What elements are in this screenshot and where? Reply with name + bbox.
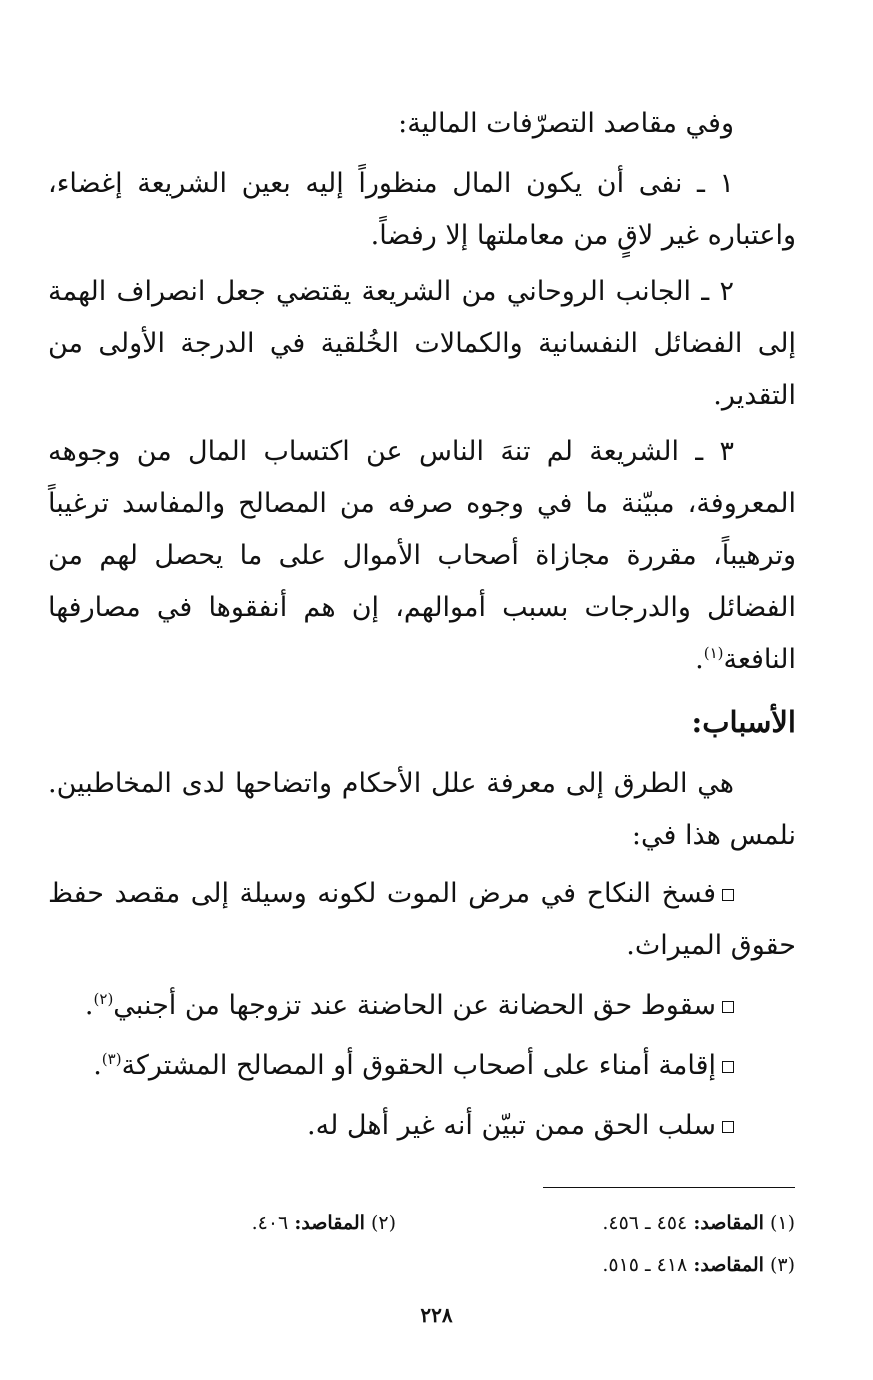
point-3-text: ٣ ـ الشريعة لم تنهَ الناس عن اكتساب المال من وجوهه المعروفة، مبيّنة ما في وجوه صرفه من المصالح والمفاسد ترغيباً وترهيباً، مقررة مجازاة أصحاب الأموال على ما يحصل لهم من الفضائل والدرجات بسبب أموالهم، إن هم أنفقوها في مصارفها النافعة [48, 436, 796, 675]
bullet-item [48, 980, 796, 1032]
footnote-ref-2[interactable]: (٢) [93, 990, 114, 1008]
point-1: ١ ـ نفى أن يكون المال منظوراً إليه بعين الشريعة إغضاء، واعتباره غير لاقٍ من معاملتها إلا رفضاً. [48, 168, 796, 251]
footnote-label: المقاصد: [693, 1212, 764, 1234]
square-bullet-icon [722, 1061, 734, 1073]
bullet-item [48, 1100, 796, 1152]
bullet-text: فسخ النكاح في مرض الموت لكونه وسيلة إلى مقصد حفظ حقوق الميراث. [48, 878, 796, 961]
bullet-list [48, 868, 796, 1160]
square-bullet-icon [722, 1121, 734, 1133]
section-heading: الأسباب: [691, 705, 796, 739]
footnote-1 [602, 1210, 795, 1236]
footnote-separator [543, 1187, 795, 1188]
footnote-2 [252, 1210, 396, 1236]
footnote-reference: ٤١٨ ـ ٥١٥. [602, 1254, 688, 1276]
footnote-number: (١) [769, 1212, 795, 1234]
footnote-reference: ٤٥٤ ـ ٤٥٦. [602, 1212, 688, 1234]
footnote-reference: ٤٠٦. [251, 1212, 289, 1234]
footnote-label: المقاصد: [693, 1254, 764, 1276]
bullet-item [48, 1040, 796, 1092]
footnote-3 [602, 1252, 795, 1278]
point-2: ٢ ـ الجانب الروحاني من الشريعة يقتضي جعل انصراف الهمة إلى الفضائل النفسانية والكمالات الخُلقية في الدرجة الأولى من التقدير. [48, 276, 796, 411]
footnote-ref-3[interactable]: (٣) [101, 1050, 122, 1068]
point-3 [48, 426, 796, 686]
footnote-label: المقاصد: [294, 1212, 365, 1234]
point-3-end: . [695, 644, 704, 675]
bullet-end: . [93, 1050, 102, 1081]
bullet-item [48, 868, 796, 972]
bullet-text: سقوط حق الحضانة عن الحاضنة عند تزوجها من أجنبي [113, 990, 716, 1021]
page-number: ٢٢٨ [420, 1303, 453, 1327]
bullet-text: سلب الحق ممن تبيّن أنه غير أهل له. [307, 1110, 716, 1141]
square-bullet-icon [722, 1001, 734, 1013]
intro-line: وفي مقاصد التصرّفات المالية: [398, 108, 734, 139]
footnote-number: (٢) [370, 1212, 396, 1234]
definition-paragraph: هي الطرق إلى معرفة علل الأحكام واتضاحها لدى المخاطبين. نلمس هذا في: [48, 768, 796, 851]
square-bullet-icon [722, 889, 734, 901]
bullet-end: . [84, 990, 94, 1021]
footnote-number: (٣) [769, 1254, 795, 1276]
bullet-text: إقامة أمناء على أصحاب الحقوق أو المصالح المشتركة [121, 1050, 716, 1081]
footnote-ref-1[interactable]: (١) [703, 644, 724, 662]
